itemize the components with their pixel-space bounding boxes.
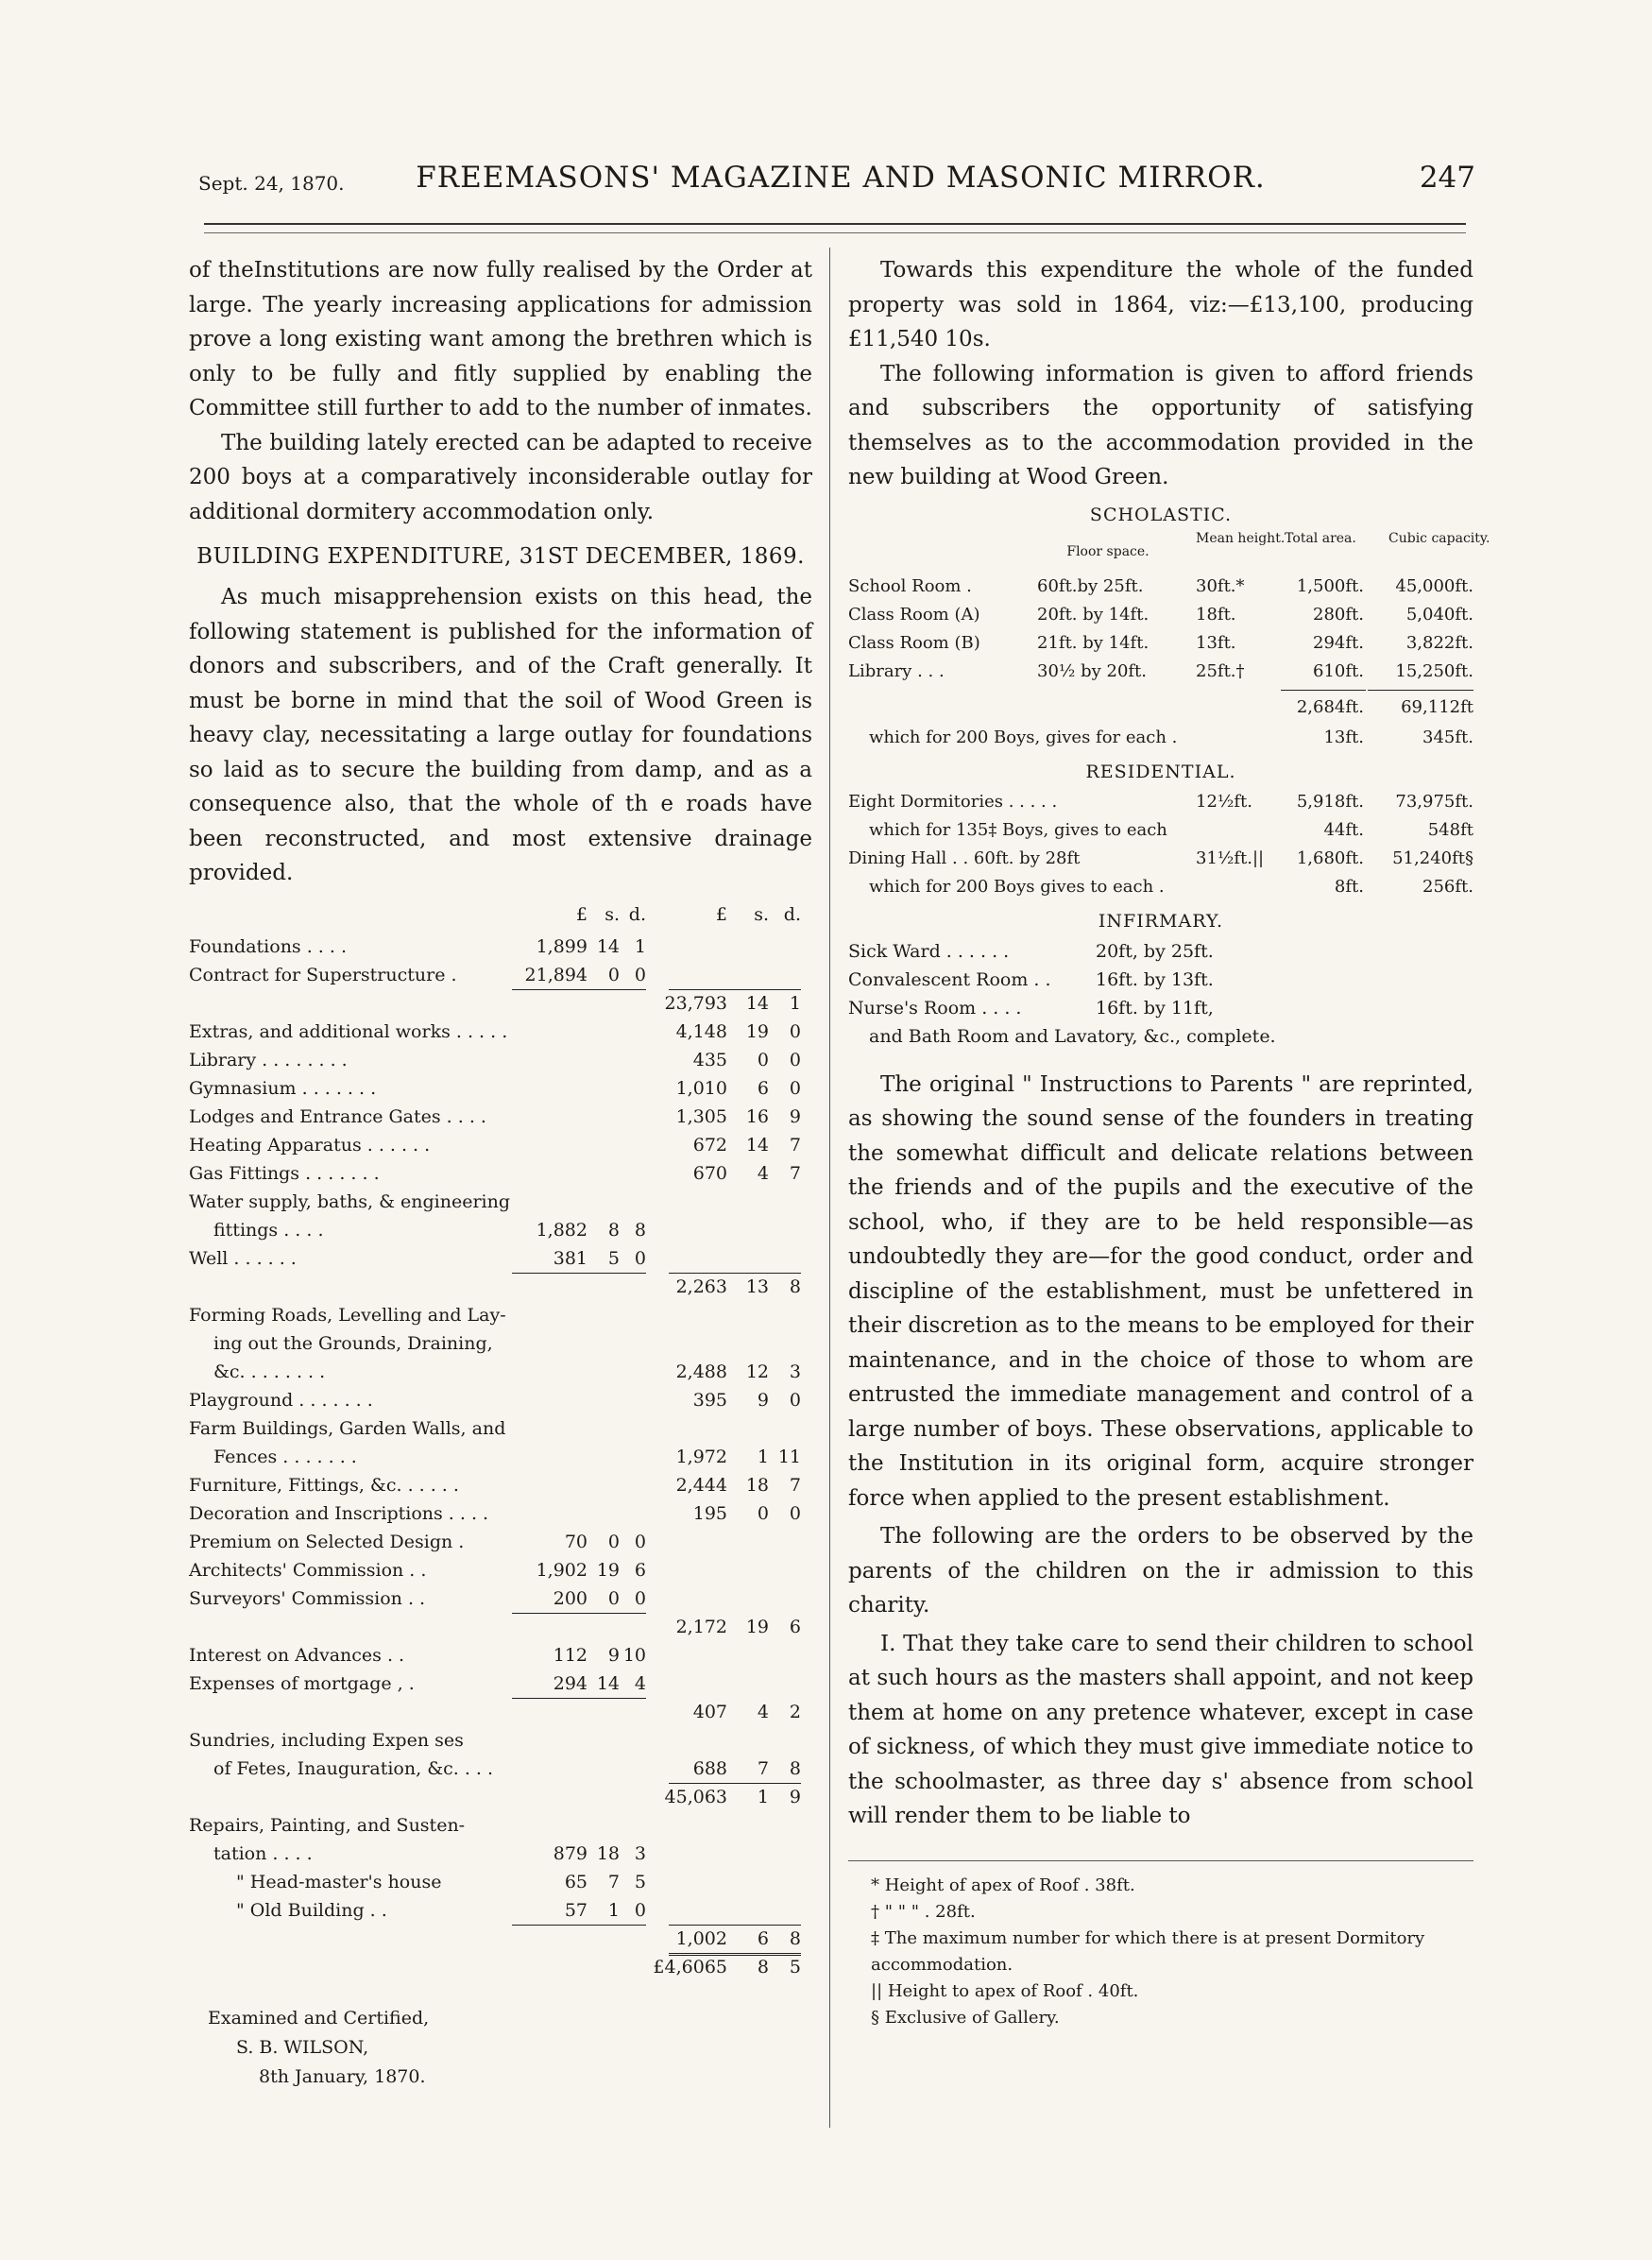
amount-total: 7 [789,1134,801,1156]
amount-total: 0 [789,1077,801,1099]
total-rule [1368,690,1473,691]
amount-total: 0 [789,1049,801,1070]
amount-total: 0 [789,1502,801,1524]
item-label: Architects' Commission . . [189,1559,427,1581]
amount-total: 407 [692,1701,727,1722]
floor-space: 30½ by 20ft. [1037,660,1148,681]
amount-item: 1 [634,935,646,957]
item-label: tation . . . . [213,1842,313,1864]
item-label: &c. . . . . . . . [213,1361,326,1382]
table-row [189,1159,812,1188]
expenditure-heading: BUILDING EXPENDITURE, 31ST DECEMBER, 1869. [196,544,805,569]
amount-total: 18 [745,1474,769,1496]
amount-total: 12 [745,1361,769,1382]
total-area: 280ft. [1313,604,1364,625]
accommodation-paragraph: The following information is given to afford friends and subscribers the opportunity of satisfying themselves as to the accommodation provided in the new building at Wood Green. [848,361,1473,489]
running-header [198,159,1483,200]
mean-height: 13ft. [1196,632,1236,653]
footnote: ‡ The maximum number for which there is at present Dormitory accommodation. [871,1927,1425,1975]
table-row [189,1896,812,1925]
amount-item: 0 [634,1899,646,1921]
total-area: 1,500ft. [1296,575,1364,596]
amount-item: 879 [553,1842,588,1864]
issue-date: Sept. 24, 1870. [198,172,345,195]
table-row [189,1074,812,1103]
amount-total: 0 [789,1020,801,1042]
amount-total: 19 [745,1020,769,1042]
scholastic-header-row [848,530,1490,573]
amount-item: 1 [607,1899,620,1921]
table-row [848,937,1473,966]
mean-height-head: Mean height. [1196,530,1286,546]
instructions-paragraph: The original " Instructions to Parents " are reprinted, as showing the sound sense of the founders in treating the somewhat difficult and delicate relations between the friends and of the pupils and the executive of the school, who, if they are to be held responsible—as undoubtedly they are—for the good conduct, order and discipline of the establishment, must be unfettered in their discretion as to the means to be employed for their maintenance, and in the choice of those to whom are entrusted the immediate management and control of a large number of boys. These observations, applicable to the Institution in its original form, acquire stronger force when applied to the present establishment. [848,1071,1473,1511]
amount-total: 16 [745,1105,769,1127]
amount-item: 381 [553,1247,588,1269]
item-label: Surveyors' Commission . . [189,1587,426,1609]
item-label: Library . . . . . . . . [189,1049,348,1070]
amount-item: 0 [607,964,620,985]
amount-total: 1,002 [675,1927,727,1949]
infirmary-table [848,937,1473,1051]
col-head: £ [715,903,727,925]
amount-total: 8 [789,1276,801,1297]
table-row [189,1840,812,1868]
table-row [848,845,1473,873]
amount-item: 200 [553,1587,588,1609]
currency-header-row [189,900,812,933]
amount-total: 1 [757,1446,769,1467]
amount-total: 9 [789,1105,801,1127]
amount-total: 672 [692,1134,727,1156]
amount-item: 6 [634,1559,646,1581]
amount-item: 1,882 [536,1219,588,1241]
funded-property-paragraph: Towards this expenditure the whole of the funded property was sold in 1864, viz:—£13,100, producing £11,540 10s. [848,258,1473,351]
amount-total: 0 [757,1502,769,1524]
table-row [189,1329,812,1358]
table-row [848,573,1473,601]
amount-item: 10 [622,1644,646,1666]
cubic-capacity: 256ft. [1422,876,1473,897]
floor-space: 20ft. by 14ft. [1037,604,1150,625]
item-label: Fences . . . . . . . [213,1446,357,1467]
amount-total: 9 [789,1786,801,1807]
floor-space: 60ft.by 25ft. [1037,575,1144,596]
cubic-capacity: 45,000ft. [1395,575,1473,596]
table-row [848,629,1473,658]
cubic-capacity: 5,040ft. [1405,604,1473,625]
mean-height: 25ft.† [1196,660,1245,681]
col-head: d. [628,903,646,925]
per-boy-label: which for 135‡ Boys, gives to each [869,819,1167,840]
item-label: Expenses of mortgage , . [189,1672,415,1694]
amount-total: 1,972 [675,1446,727,1467]
residential-table [848,788,1473,901]
amount-item: 65 [564,1871,588,1892]
total-area: 610ft. [1313,660,1364,681]
item-label: Water supply, baths, & engineering [189,1190,511,1212]
per-boy-area: 13ft. [1323,727,1364,747]
amount-item: 8 [607,1219,620,1241]
per-boy-row [848,724,1473,752]
total-rule [1281,690,1366,691]
table-row [189,1556,812,1584]
amount-total: 14 [745,992,769,1014]
item-label: Farm Buildings, Garden Walls, and [189,1417,506,1439]
table-row [189,1188,812,1216]
cubic-capacity: 548ft [1427,819,1473,840]
item-label: " Old Building . . [236,1899,387,1921]
cubic-capacity: 3,822ft. [1405,632,1473,653]
amount-total: 11 [777,1446,801,1467]
amount-total: 195 [692,1502,727,1524]
table-row [848,816,1473,845]
total-area: 5,918ft. [1296,791,1364,812]
amount-item: 14 [596,1672,620,1694]
amount-total: £4,6065 [653,1956,727,1978]
intro-paragraph: of theInstitutions are now fully realised by the Order at large. The yearly increasing applications for admission prove a long existing want among the brethren which is only to be fully and fitly supplied by enabling the Committee still further to add to the number of inmates. [189,258,812,420]
amount-item: 5 [634,1871,646,1892]
amount-total: 2,263 [675,1276,727,1297]
table-row [189,1414,812,1443]
table-row [189,1811,812,1840]
item-label: Premium on Selected Design . [189,1531,465,1552]
item-label: Forming Roads, Levelling and Lay- [189,1304,506,1326]
amount-total: 4,148 [675,1020,727,1042]
amount-total: 670 [692,1162,727,1184]
subtotal-rule [512,1698,646,1699]
amount-total: 8 [789,1757,801,1779]
table-row [189,1755,812,1783]
footnotes [848,1860,1473,2031]
amount-total: 2,444 [675,1474,727,1496]
certified-date: 8th January, 1870. [259,2065,426,2087]
item-label: Gas Fittings . . . . . . . [189,1162,380,1184]
footnote: * Height of apex of Roof . 38ft. [871,1875,1135,1895]
amount-item: 21,894 [524,964,588,985]
amount-total: 19 [745,1616,769,1637]
item-label: Repairs, Painting, and Susten- [189,1814,466,1836]
table-row [189,961,812,989]
item-label: Interest on Advances . . [189,1644,405,1666]
amount-total: 8 [757,1956,769,1978]
col-head: d. [783,903,801,925]
misapprehension-paragraph: As much misapprehension exists on this head, the following statement is published for the information of donors and subscribers, and of the Craft generally. It must be borne in mind that the soil of Wood Green is heavy clay, necessitating a large outlay for foundations so laid as to secure the building from damp, and as a consequence also, that the whole of th e roads have been reconstructed, and most extensive drainage provided. [189,585,812,885]
table-row [189,1783,812,1811]
cubic-capacity: 15,250ft. [1395,660,1473,681]
amount-item: 8 [634,1219,646,1241]
floor-space: 16ft. by 13ft. [1096,968,1214,990]
item-label: Extras, and additional works . . . . . [189,1020,508,1042]
amount-item: 0 [634,1587,646,1609]
item-label: " Head-master's house [236,1871,442,1892]
room-name: Nurse's Room . . . . [848,997,1022,1019]
subtotal-rule [512,1273,646,1274]
amount-item: 14 [596,935,620,957]
col-head: s. [605,903,620,925]
amount-item: 0 [634,1531,646,1552]
total-area-sum: 2,684ft. [1296,696,1364,717]
amount-total: 1,305 [675,1105,727,1127]
cubic-capacity: 73,975ft. [1395,791,1473,812]
column-divider [829,248,830,2128]
per-boy-capacity: 345ft. [1422,727,1473,747]
amount-item: 4 [634,1672,646,1694]
item-label: ing out the Grounds, Draining, [213,1332,493,1354]
amount-item: 1,902 [536,1559,588,1581]
amount-total: 1 [757,1786,769,1807]
amount-total: 2,172 [675,1616,727,1637]
amount-item: 57 [564,1899,588,1921]
cubic-capacity-head: Cubic capacity. [1388,530,1490,546]
header-rule [204,223,1466,225]
orders-paragraph: The following are the orders to be observed by the parents of the children on the ir admission to this charity. [848,1524,1473,1618]
amount-total: 1,010 [675,1077,727,1099]
room-name: Convalescent Room . . [848,968,1051,990]
amount-total: 45,063 [664,1786,727,1807]
room-name: Eight Dormitories . . . . . [848,791,1058,812]
amount-total: 7 [789,1162,801,1184]
table-row [189,933,812,961]
item-label: Contract for Superstructure . [189,964,457,985]
floor-space-head: Floor space. [1066,543,1150,559]
table-row [189,1131,812,1159]
mean-height: 30ft.* [1196,575,1245,596]
table-row [848,658,1473,686]
totals-row [848,686,1473,724]
expenditure-table [189,900,812,1981]
table-row [189,1528,812,1556]
left-column [189,253,812,2092]
amount-total: 6 [789,1616,801,1637]
amount-item: 0 [607,1531,620,1552]
table-row [189,1868,812,1896]
amount-total: 0 [757,1049,769,1070]
per-boy-label: which for 200 Boys, gives for each . [869,727,1178,747]
total-area: 1,680ft. [1296,848,1364,868]
amount-total: 6 [757,1077,769,1099]
table-row [189,1925,812,1953]
item-label: Sundries, including Expen ses [189,1729,464,1751]
col-head: s. [754,903,769,925]
building-paragraph: The building lately erected can be adapted to receive 200 boys at a comparatively inconsiderable outlay for additional dormitery accommodation only. [189,430,812,524]
amount-item: 7 [607,1871,620,1892]
amount-item: 5 [607,1247,620,1269]
table-row [189,1698,812,1726]
total-area-head: Total area. [1285,530,1356,546]
item-label: of Fetes, Inauguration, &c. . . . [213,1757,494,1779]
item-label: Gymnasium . . . . . . . [189,1077,377,1099]
amount-total: 9 [757,1389,769,1411]
table-row [189,1499,812,1528]
subtotal-rule [512,989,646,990]
mean-height: 18ft. [1196,604,1236,625]
amount-total: 435 [692,1049,727,1070]
residential-title: RESIDENTIAL. [1085,761,1236,782]
subtotal-rule [512,1613,646,1614]
table-row [848,966,1473,994]
table-row [848,873,1473,901]
scholastic-title: SCHOLASTIC. [1089,504,1233,525]
bath-row [848,1022,1473,1051]
table-row [189,1726,812,1755]
amount-total: 0 [789,1389,801,1411]
amount-total: 7 [789,1474,801,1496]
table-row [189,989,812,1018]
cubic-capacity-sum: 69,112ft [1401,696,1473,717]
amount-item: 18 [596,1842,620,1864]
amount-item: 70 [564,1531,588,1552]
table-row [189,1358,812,1386]
table-row [189,1273,812,1301]
header-rule-thin [204,232,1466,233]
amount-total: 1 [789,992,801,1014]
cubic-capacity: 51,240ft§ [1392,848,1473,868]
amount-total: 6 [757,1927,769,1949]
amount-total: 2 [789,1701,801,1722]
amount-total: 395 [692,1389,727,1411]
amount-item: 19 [596,1559,620,1581]
table-row [189,1443,812,1471]
table-row [189,1018,812,1046]
footnote: § Exclusive of Gallery. [871,2007,1060,2028]
table-row [848,601,1473,629]
scholastic-table [848,530,1490,752]
room-name: Class Room (A) [848,604,980,625]
amount-item: 3 [634,1842,646,1864]
table-row [189,1584,812,1613]
certification [189,2004,812,2092]
item-label: Furniture, Fittings, &c. . . . . . [189,1474,459,1496]
amount-total: 14 [745,1134,769,1156]
floor-space: 16ft. by 11ft, [1096,997,1214,1019]
amount-total: 4 [757,1701,769,1722]
amount-total: 4 [757,1162,769,1184]
footnote: || Height to apex of Roof . 40ft. [871,1980,1139,2001]
total-area: 294ft. [1313,632,1364,653]
room-name: Class Room (B) [848,632,980,653]
amount-item: 112 [553,1644,588,1666]
item-label: fittings . . . . [213,1219,324,1241]
amount-item: 294 [553,1672,588,1694]
amount-total: 13 [745,1276,769,1297]
table-row [189,1046,812,1074]
table-row [189,1953,812,1981]
table-row [848,788,1473,816]
certified-line: Examined and Certified, [208,2007,430,2029]
item-label: Foundations . . . . [189,935,348,957]
room-name: Sick Ward . . . . . . [848,940,1010,962]
footnote: † " " " . 28ft. [871,1901,976,1922]
mean-height: 12½ft. [1196,791,1252,812]
amount-total: 23,793 [664,992,727,1014]
amount-item: 9 [607,1644,620,1666]
table-row [189,1216,812,1244]
item-label: Decoration and Inscriptions . . . . [189,1502,489,1524]
rule-one-paragraph: I. That they take care to send their children to school at such hours as the masters shall appoint, and not keep them at home on any pretence whatever, except in case of sickness, of which they must give immediate notice to the schoolmaster, as three day s' absence from school will render them to be liable to [848,1631,1473,1828]
amount-total: 5 [789,1956,801,1978]
total-area: 8ft. [1334,876,1364,897]
page-number: 247 [1419,161,1475,195]
table-row [189,1386,812,1414]
room-name: Library . . . [848,660,945,681]
room-name: Dining Hall . . 60ft. by 28ft [848,848,1081,868]
floor-space: 21ft. by 14ft. [1037,632,1150,653]
infirmary-title: INFIRMARY. [1098,910,1224,932]
room-name: School Room . [848,575,972,596]
table-row [848,994,1473,1022]
item-label: Heating Apparatus . . . . . . [189,1134,431,1156]
per-boy-label: which for 200 Boys gives to each . [869,876,1165,897]
table-row [189,1244,812,1273]
subtotal-rule [512,1925,646,1926]
table-row [189,1301,812,1329]
table-row [189,1669,812,1698]
floor-space: 20ft, by 25ft. [1096,940,1214,962]
mean-height: 31½ft.|| [1196,848,1265,868]
bath-room-note: and Bath Room and Lavatory, &c., complete. [869,1025,1276,1047]
amount-total: 7 [757,1757,769,1779]
amount-item: 0 [607,1587,620,1609]
table-row [189,1613,812,1641]
table-row [189,1471,812,1499]
amount-total: 2,488 [675,1361,727,1382]
total-area: 44ft. [1323,819,1364,840]
amount-total: 8 [789,1927,801,1949]
table-row [189,1103,812,1131]
amount-item: 1,899 [536,935,588,957]
item-label: Well . . . . . . [189,1247,297,1269]
amount-item: 0 [634,1247,646,1269]
item-label: Playground . . . . . . . [189,1389,373,1411]
col-head: £ [575,903,588,925]
right-column [848,253,1490,2031]
item-label: Lodges and Entrance Gates . . . . [189,1105,486,1127]
table-row [189,1641,812,1669]
auditor-name: S. B. WILSON, [236,2036,369,2058]
amount-item: 0 [634,964,646,985]
amount-total: 688 [692,1757,727,1779]
amount-total: 3 [789,1361,801,1382]
magazine-title: FREEMASONS' MAGAZINE AND MASONIC MIRROR. [416,161,1266,195]
